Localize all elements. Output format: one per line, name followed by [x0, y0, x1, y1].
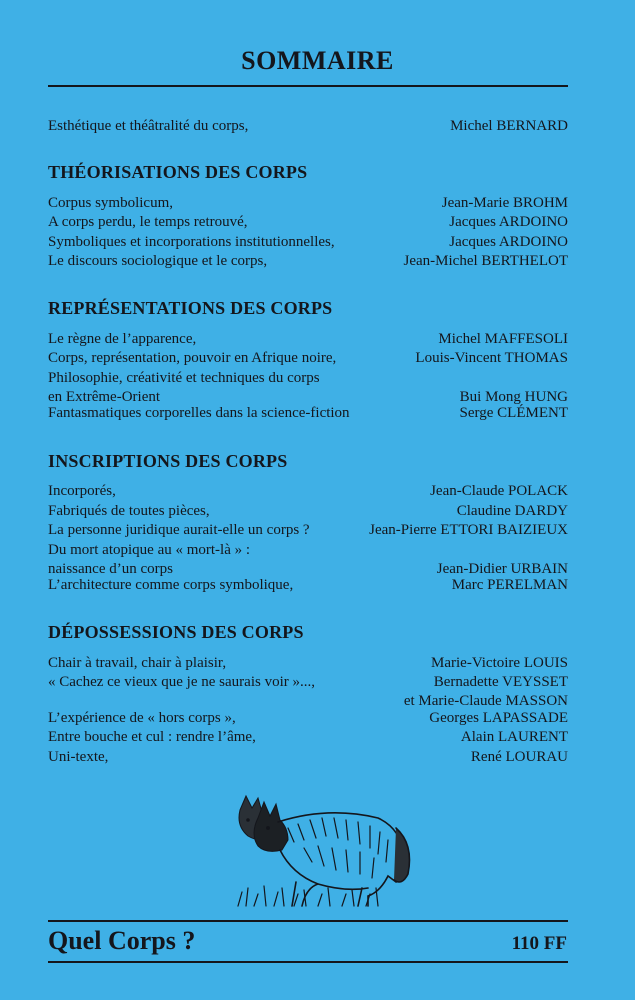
entry-title: L’expérience de « hors corps »,: [48, 710, 236, 726]
entry-author: René LOURAU: [470, 749, 568, 765]
toc-entry: [48, 541, 568, 579]
entry-author: Jean-Marie BROHM: [441, 195, 568, 211]
book-title: Quel Corps ?: [48, 926, 196, 955]
price-label: 110 FF: [511, 933, 567, 954]
entry-title: Du mort atopique au « mort-là » : naissance d’un corps: [48, 542, 251, 577]
entry-title: La personne juridique aurait-elle un corps ?: [48, 522, 310, 538]
section-heading: DÉPOSSESSIONS DES CORPS: [48, 622, 304, 642]
entry-title: Philosophie, créativité et techniques du corps en Extrême-Orient: [48, 370, 320, 405]
entry-title: Fantasmatiques corporelles dans la science-fiction: [48, 405, 350, 421]
toc-entry: [48, 349, 568, 368]
entry-title: Corpus symbolicum,: [48, 195, 174, 211]
toc-entry: [48, 502, 568, 521]
entry-author: Marie-Victoire LOUIS: [431, 655, 568, 671]
toc-entry: [48, 404, 568, 423]
toc-entry: [48, 330, 568, 349]
toc-entry: [48, 673, 568, 711]
entry-author: Jacques ARDOINO: [449, 234, 568, 250]
toc-entry: [48, 654, 568, 673]
toc-entry: [48, 117, 568, 136]
footer-rule-top: [48, 920, 568, 922]
entry-author: Bui Mong HUNG: [459, 389, 568, 405]
entry-title: Chair à travail, chair à plaisir,: [48, 655, 227, 671]
entry-author: Jean-Claude POLACK: [430, 483, 568, 499]
toc-entry: [48, 748, 568, 767]
toc-entry: [48, 233, 568, 252]
page-title: SOMMAIRE: [241, 46, 394, 75]
toc-entry: [48, 194, 568, 213]
toc-entry: [48, 482, 568, 501]
toc-entry: [48, 369, 568, 407]
entry-author: Louis-Vincent THOMAS: [415, 350, 568, 366]
entry-author: Jacques ARDOINO: [449, 214, 568, 230]
toc-entry: [48, 213, 568, 232]
entry-title: Le discours sociologique et le corps,: [48, 253, 268, 269]
entry-title: Le règne de l’apparence,: [48, 331, 197, 347]
entry-author: Bernadette VEYSSET et Marie-Claude MASSON: [403, 674, 568, 709]
entry-title: Fabriqués de toutes pièces,: [48, 503, 210, 519]
entry-author: Jean-Pierre ETTORI BAIZIEUX: [369, 522, 568, 538]
entry-author: Claudine DARDY: [456, 503, 568, 519]
toc-entry: [48, 709, 568, 728]
section-heading: THÉORISATIONS DES CORPS: [48, 162, 308, 182]
toc-entry: [48, 252, 568, 271]
entry-author: Jean-Didier URBAIN: [436, 561, 568, 577]
entry-title: Symboliques et incorporations institutionnelles,: [48, 234, 335, 250]
entry-author: Marc PERELMAN: [451, 577, 568, 593]
entry-author: Michel BERNARD: [450, 118, 568, 134]
footer-rule-bottom: [48, 961, 568, 963]
section-heading: INSCRIPTIONS DES CORPS: [48, 451, 288, 471]
entry-title: Corps, représentation, pouvoir en Afrique noire,: [48, 350, 337, 366]
entry-title: Uni-texte,: [48, 749, 109, 765]
entry-author: Michel MAFFESOLI: [438, 331, 568, 347]
section-heading: REPRÉSENTATIONS DES CORPS: [48, 298, 333, 318]
entry-title: L’architecture comme corps symbolique,: [48, 577, 294, 593]
entry-title: Incorporés,: [48, 483, 116, 499]
entry-title: Esthétique et théâtralité du corps,: [48, 118, 249, 134]
toc-entry: [48, 576, 568, 595]
entry-title: « Cachez ce vieux que je ne saurais voir »...,: [48, 674, 315, 690]
entry-author: Georges LAPASSADE: [429, 710, 568, 726]
entry-author: Alain LAURENT: [460, 729, 568, 745]
entry-title: A corps perdu, le temps retrouvé,: [48, 214, 248, 230]
toc-entry: [48, 728, 568, 747]
entry-author: Jean-Michel BERTHELOT: [403, 253, 568, 269]
entry-author: Serge CLÉMENT: [459, 405, 568, 421]
wolf-illustration: [218, 788, 418, 910]
toc-entry: [48, 521, 568, 540]
title-rule: [48, 85, 568, 87]
entry-title: Entre bouche et cul : rendre l’âme,: [48, 729, 256, 745]
